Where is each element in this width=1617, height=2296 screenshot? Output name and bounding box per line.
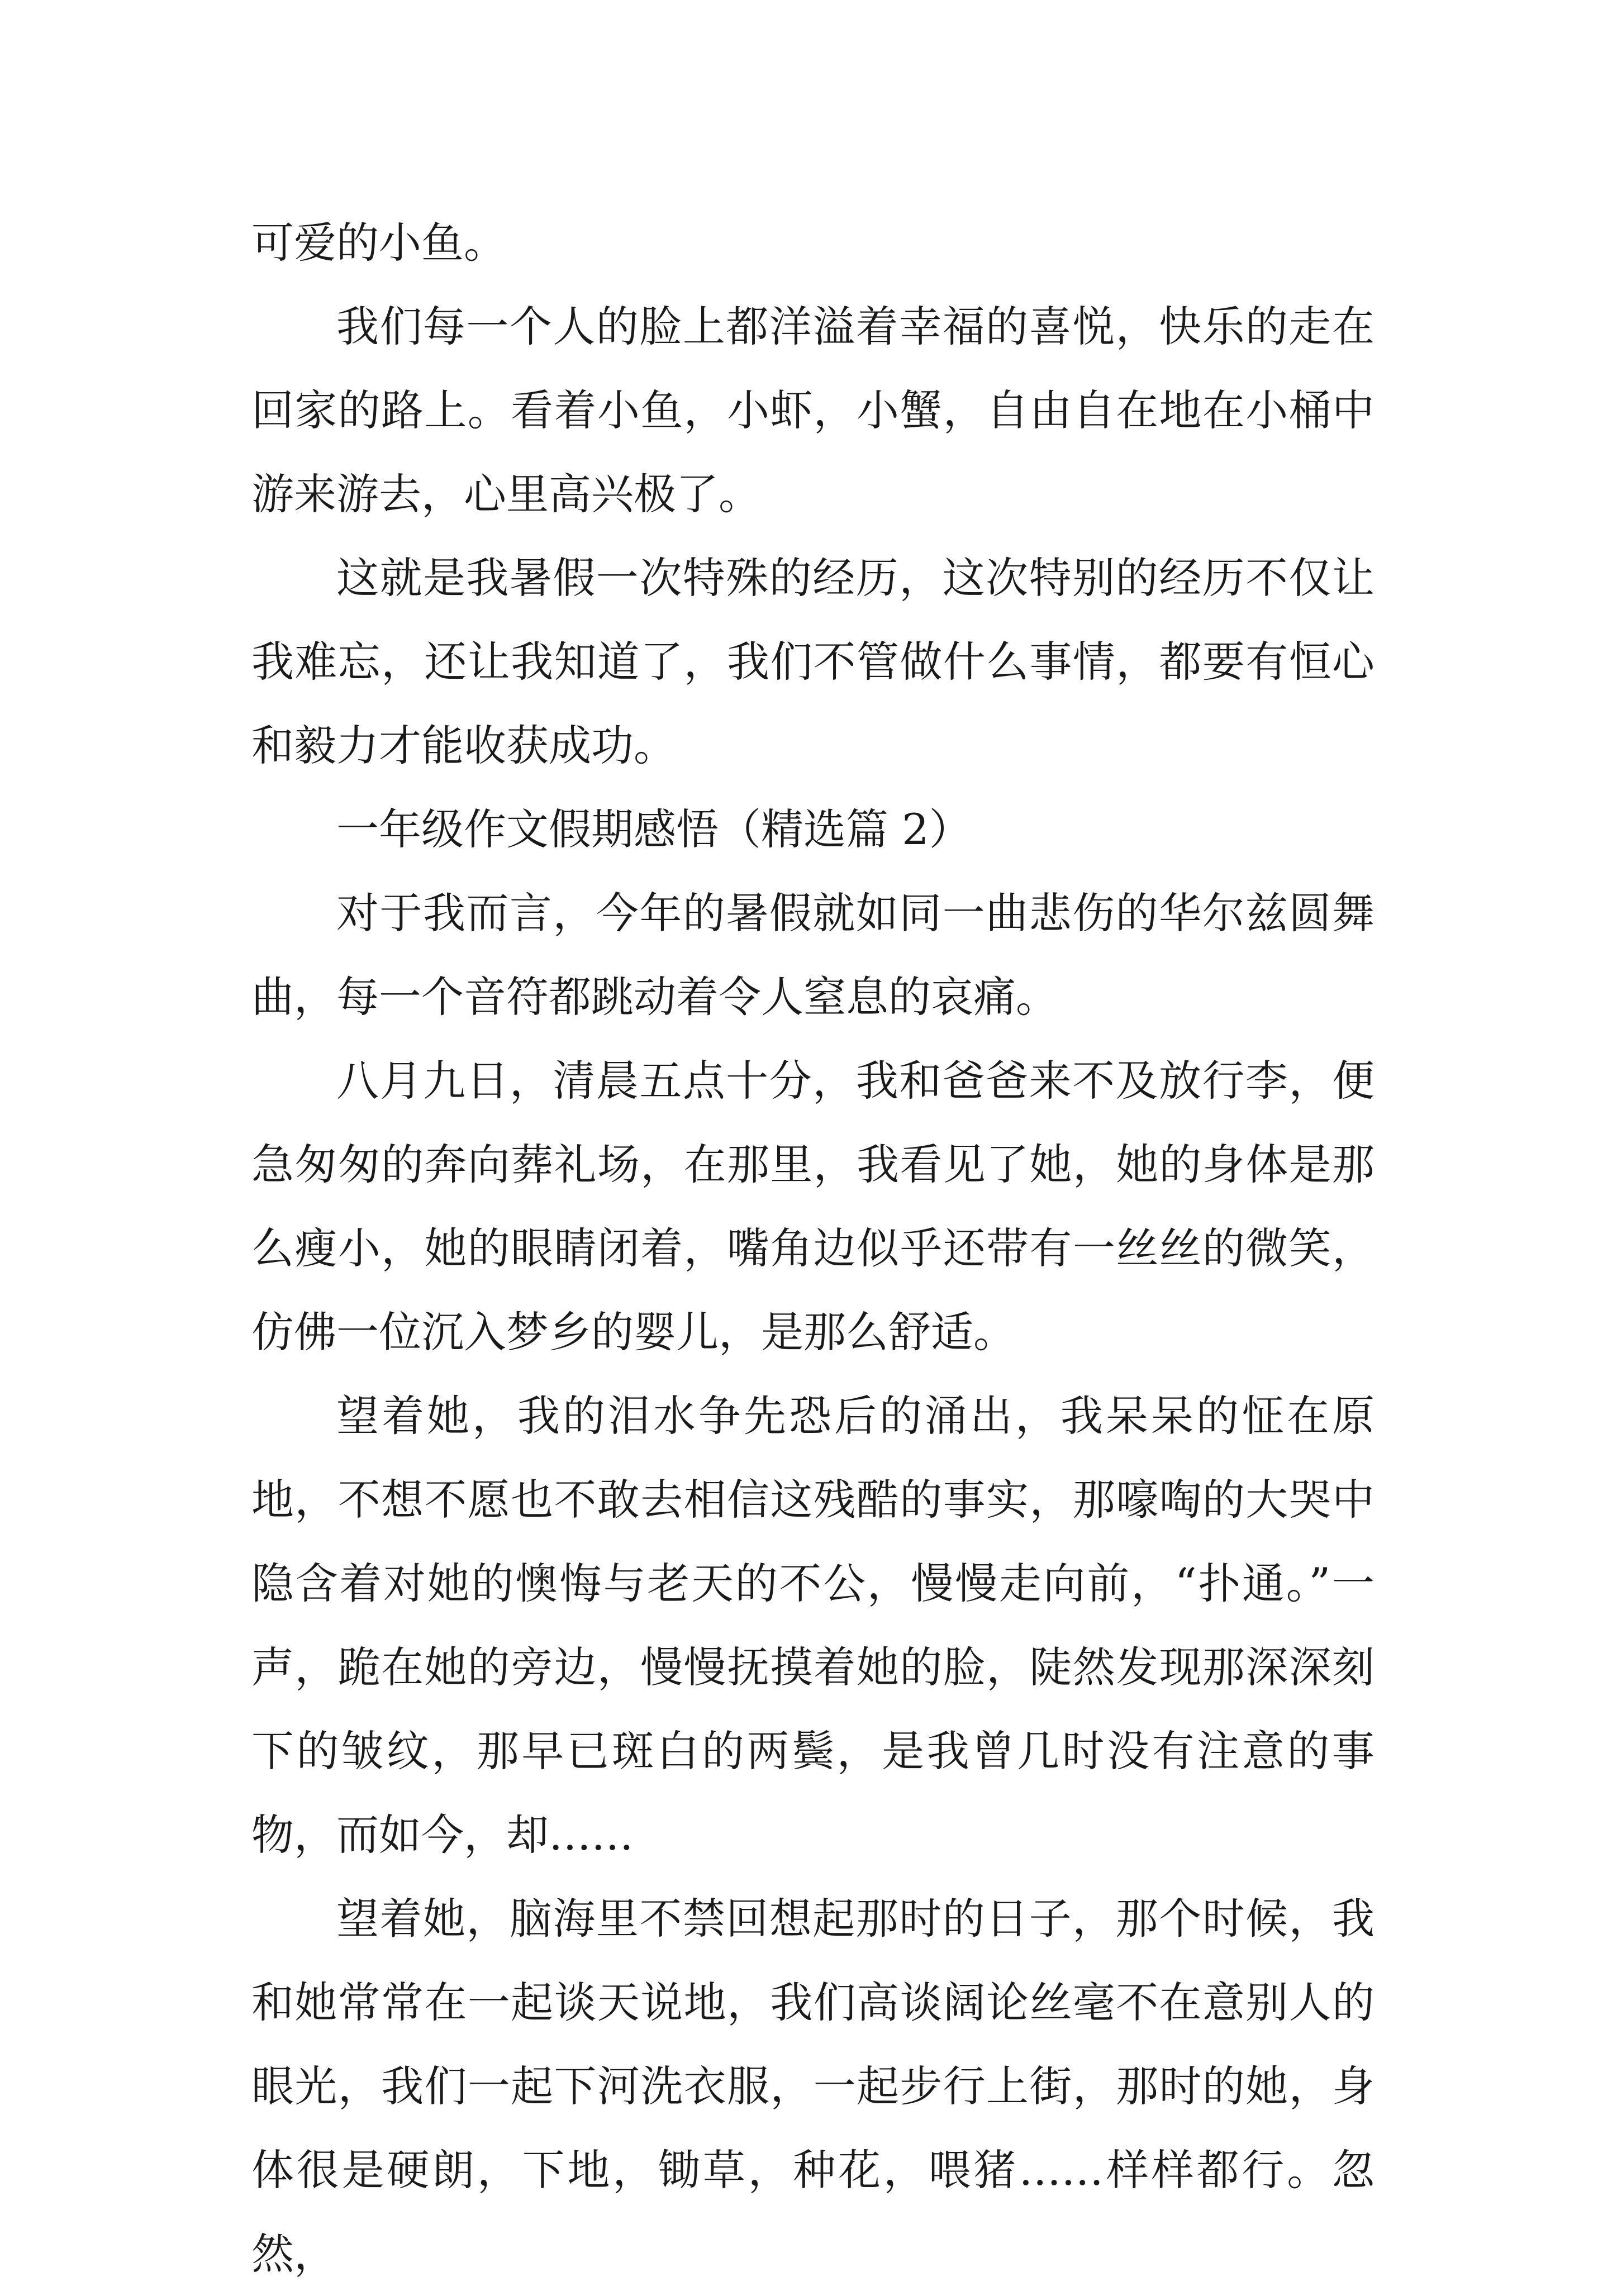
paragraph-3: 这就是我暑假一次特殊的经历，这次特别的经历不仅让我难忘，还让我知道了，我们不管做什么事情，都要有恒心和毅力才能收获成功。 [251, 553, 1375, 770]
paragraph-7: 望着她，脑海里不禁回想起那时的日子，那个时候，我和她常常在一起谈天说地，我们高谈阔论丝毫不在意别人的眼光，我们一起下河洗衣服，一起步行上街，那时的她，身体很是硬朗，下地，锄草，种花，喂猪……样样都行。忽然， [251, 1894, 1375, 2279]
paragraph-1: 可爱的小鱼。 [251, 218, 506, 268]
paragraph-6: 望着她，我的泪水争先恐后的涌出，我呆呆的怔在原地，不想不愿也不敢去相信这残酷的事实，那嚎啕的大哭中隐含着对她的懊悔与老天的不公，慢慢走向前，“扑通。”一声，跪在她的旁边，慢慢抚摸着她的脸，陡然发现那深深刻下的皱纹，那早已斑白的两鬓，是我曾几时没有注意的事物，而如今，却…… [251, 1391, 1375, 1860]
paragraph-5: 八月九日，清晨五点十分，我和爸爸来不及放行李，便急匆匆的奔向葬礼场，在那里，我看见了她，她的身体是那么瘦小，她的眼睛闭着，嘴角边似乎还带有一丝丝的微笑，仿佛一位沉入梦乡的婴儿，是那么舒适。 [251, 1056, 1375, 1357]
paragraph-2: 我们每一个人的脸上都洋溢着幸福的喜悦，快乐的走在回家的路上。看着小鱼，小虾，小蟹，自由自在地在小桶中游来游去，心里高兴极了。 [251, 302, 1375, 519]
paragraph-4: 对于我而言，今年的暑假就如同一曲悲伤的华尔兹圆舞曲，每一个音符都跳动着令人窒息的哀痛。 [251, 888, 1375, 1022]
document-page [251, 201, 1375, 2296]
section-heading: 一年级作文假期感悟（精选篇 2） [336, 804, 972, 854]
